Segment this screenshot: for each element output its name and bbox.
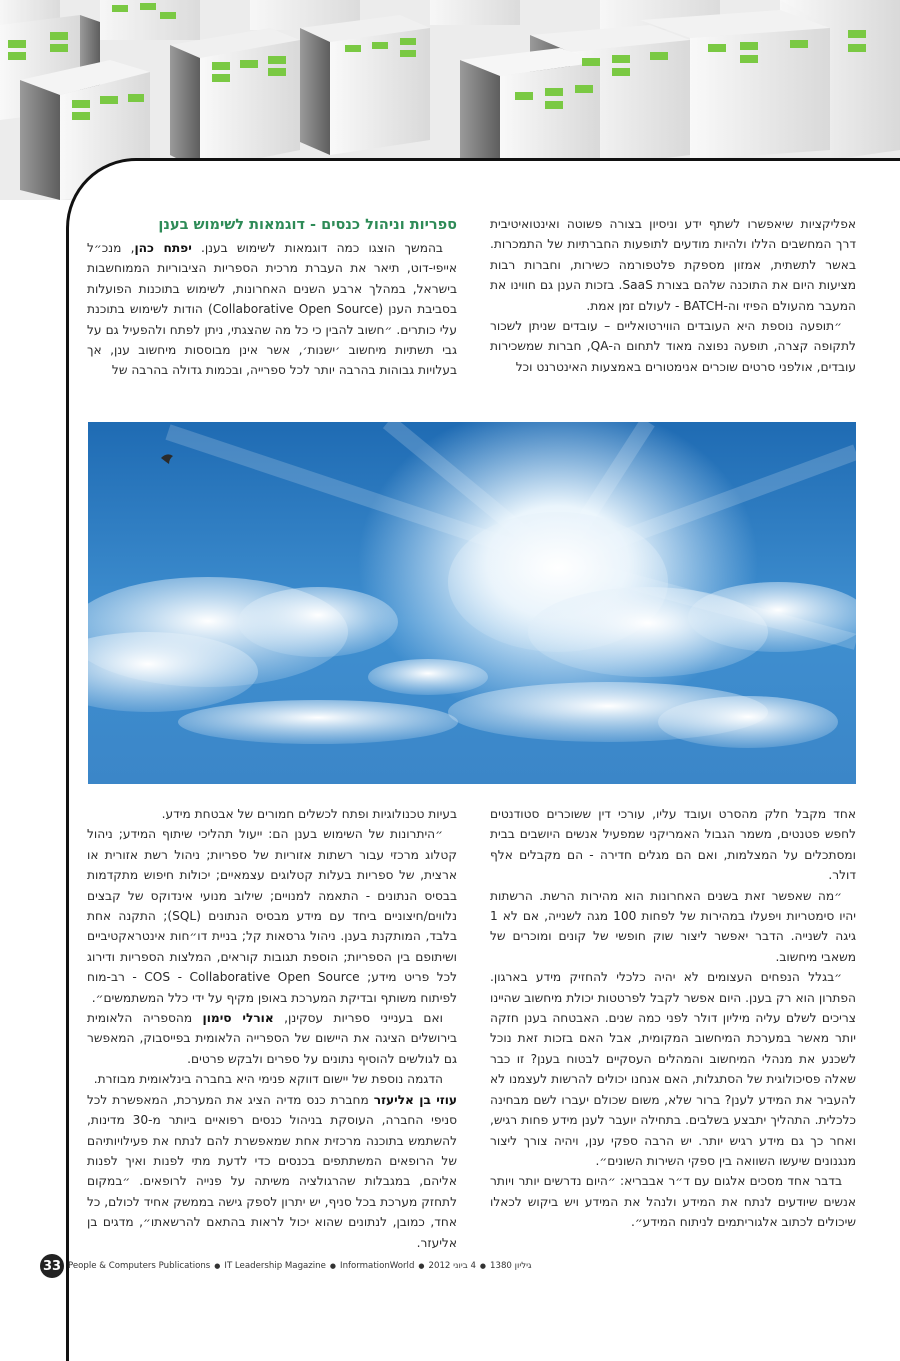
paragraph: ״היתרונות של השימוש בענן הם: ייעול תהליכי שיתוף המידע; ניהול קטלוג מרכזי עבור רשתות אזוריות של ספריות; ניהול רשת אזורית או ארצית, של ספריות בעלות קטלוגים עצמאיים; יכולות חיפוש מתקדמות בבסיס הנתונים - התאמה למנויים; שילוב מנועי אינדוקס של קבצים נלווים/חיצוניים ביחד עם מידע מבסיס הנתונים (SQL); התקנה אחת בלבד, המותקנת בענן. ניהול גרסאות קל; בניית דו״חות אינטראקטיביים ושיתופם בין הספריות; הוספת תגובות קוראים, המלצות הספריות ודירוג לכל פריט מידע; COS - Collaborative Open Source - רב-מוח לפיתוח משותף ובדיקת המערכת באופן מקיף על ידי כלל המשתמשים״. bbox=[87, 827, 457, 1005]
bullet-icon: ● bbox=[479, 1262, 487, 1270]
paragraph: הדגמה נוספת של יישום דווקא פנימי היא בחברה בינלאומית מבוזרת. bbox=[93, 1072, 443, 1087]
paragraph bbox=[87, 1090, 457, 1253]
text-run: ואם בענייני ספריות עסקינן, bbox=[273, 1011, 443, 1026]
article-column-top-left bbox=[87, 214, 457, 381]
person-name: אורלי סימון bbox=[202, 1011, 274, 1026]
person-name: יפתח כהן bbox=[134, 241, 192, 255]
bullet-icon: ● bbox=[214, 1262, 221, 1270]
sky-clouds-image bbox=[88, 422, 856, 784]
paragraph: בעיות טכנולוגיות ופתח לכשלים חמורים של אבטחת מידע. bbox=[161, 807, 457, 821]
section-title: ספריות וניהול כנסים - דוגמאות לשימוש בענן bbox=[158, 217, 457, 233]
paragraph: אחד מקבל חלק מהסרט ועובד עליו, עורכי דין ששוכרים סטודנטים לחפש פטנטים, משמר הגבול האמריקני שמפעיל אנשים היושבים בבית ומסתכלים על המצלמות, ואם הם מגלים חדירה - הם מקבלים אלף דולר. bbox=[490, 807, 856, 883]
paragraph: ״תופעה נוספת היא העובדים הווירטואליים – עובדים שניתן לשכור לתקופה קצרה, תופעה נפוצה מאוד לתחום ה-QA, חברות שמשכירות עובדים, אולפני סרטים שוכרים אנימטורים באמצעות האינטרנט וכל bbox=[490, 319, 856, 374]
paragraph: ״מה שאפשר זאת בשנים האחרונות הוא מהירות הרשת. הרשתות יהיו סימטריות ויפעלו במהירות של לפחות 100 מגה לשנייה, אם לא 1 גיגה לשנייה. הדבר יאפשר ליצור שוק חופשי של קונים ומוכרים של משאבי מיחשוב. bbox=[490, 888, 856, 964]
footer-publisher: People & Computers Publications bbox=[68, 1261, 211, 1271]
article-column-bottom-right bbox=[490, 804, 856, 1233]
page-footer bbox=[40, 1254, 856, 1278]
bullet-icon: ● bbox=[418, 1262, 425, 1270]
footer-issue: גיליון 1380 bbox=[490, 1261, 532, 1271]
text-run: , מנכ״ל אייפי-דוט, תיאר את העברת מרכית הספריות הציבוריות הממוחשבות בישראל, במהלך ארבע השנים האחרונות, לשימוש בתוכנות הפועלות בסביבת הענן (Collaborative Open Source) הודות לשימוש בתוכנת עלי כותרים. ״חשוב להבין כי כל מה שהצגתי, ניתן לפתח ולהפעיל גם על גבי תשתיות מיחשוב ׳ישנות׳, אשר אינן מבוססות מיחשוב ענן, אך בעלויות גבוהות בהרבה יותר לכל ספרייה, ובכמות גדולה בהרבה של bbox=[87, 241, 458, 378]
text-run: בהמשך הוצגו כמה דוגמאות לשימוש בענן. bbox=[191, 241, 443, 255]
bullet-icon: ● bbox=[329, 1262, 337, 1270]
footer-date: 4 ביוני 2012 bbox=[428, 1261, 476, 1271]
paragraph bbox=[87, 1008, 457, 1069]
text-run: מחברת כנס מדיה הציג את המערכת, המאפשרת לכל סניפי החברה, העוסקת בניהול כנסים רפואיים ביותר מ-30 מדינות, להשתמש בתוכנה מרכזית אחת שמאפשרת להם לנתח את פעילויותיהם של הרופאים המשתתפים בכנסים כדי לדעת מתי לפנות ואיך לפנות אליהם, במגבלות שהרגולציה משיתה על פנייה לרופאים. ״במקום לתחזק מערכת בכל סניף, יש יתרון לספק גישה בממשק אחיד לכולם, כל אחד, כמובן, לנתונים שהוא יכול לראות בהתאם להרשאתו״, מדגים בן אליעזר. bbox=[87, 1092, 457, 1250]
footer-site: InformationWorld bbox=[340, 1261, 415, 1271]
paragraph bbox=[87, 238, 457, 381]
page-number: 33 bbox=[40, 1254, 64, 1278]
paragraph: בדבר אחד מסכים אלגום עם ד״ר אבבריא: ״היום נדרשים יותר ויותר אנשים שיודעים לנתח את המידע ולנהל את המידע ויש ביקוש לכאלו שיכולים לכתוב אלגוריתמים לניתוח המידע״. bbox=[490, 1174, 856, 1230]
footer-magazine: IT Leadership Magazine bbox=[224, 1261, 326, 1271]
person-name: עוזי בן אליעזר bbox=[373, 1092, 457, 1107]
article-column-bottom-left bbox=[87, 804, 457, 1253]
paragraph: אפליקציות שיאפשרו לשתף ידע וניסיון בצורה פשוטה ואינטואיטיבית דרך המחשבים הללו ולהיות מודעים לתופעות החברתיות של התמכרות. באשר לתשתית, אמזון מספקת פלטפורמה כשירות, וחברות רבות מציעות היום את התוכנה שלהם בצורת SaaS. בזכות הענן גם חווינו את המעבר מהעולם הפיזי וה-BATCH - לעולם זמן אמת. bbox=[490, 217, 856, 313]
article-column-top-right bbox=[490, 214, 856, 377]
text-run: מהספריה הלאומית בירושלים הציגה את היישום של הספרייה הלאומית בפייסבוק, המאפשר גם לגולשים להוסיף נתונים על ספרים ולבקש פרטים. bbox=[87, 1011, 457, 1066]
paragraph: ״בגלל הנפחים העצומים לא יהיה כלכלי להחזיק מידע בארגון. הפתרון הוא רק בענן. היום אפשר לקבל לפרטטות יכולת מיחשוב שהיינו צריכים לשלם עליה מיליון דולר לפני כמה שנים. האבטחה בענן חזקה יותר מאשר במערכת המיחשוב המקומית, אבל האם בזכות זאת נוכל לשכנע את מנהלי המיחשוב והמהלים העסקיים לבטוח בענן? זו כבר שאלה פסיכולוגית של הסתגלות, האם אנחנו יכולים להרשות לעצמנו לא להעביר את המידע לענן? ברור שלא, משום שכולם יעברו לשם מבחינה כלכלית. התהליך יתבצע בשלבים. בתחילה יועבר לענן מידע פחות רגיש, ואחר כך גם מידע רגיש יותר. יש הרבה ספקי ענן, ויהיה צורך ליצור מנגנונים שיעשו השוואה בין ספקי השירות השונים״. bbox=[490, 970, 856, 1168]
